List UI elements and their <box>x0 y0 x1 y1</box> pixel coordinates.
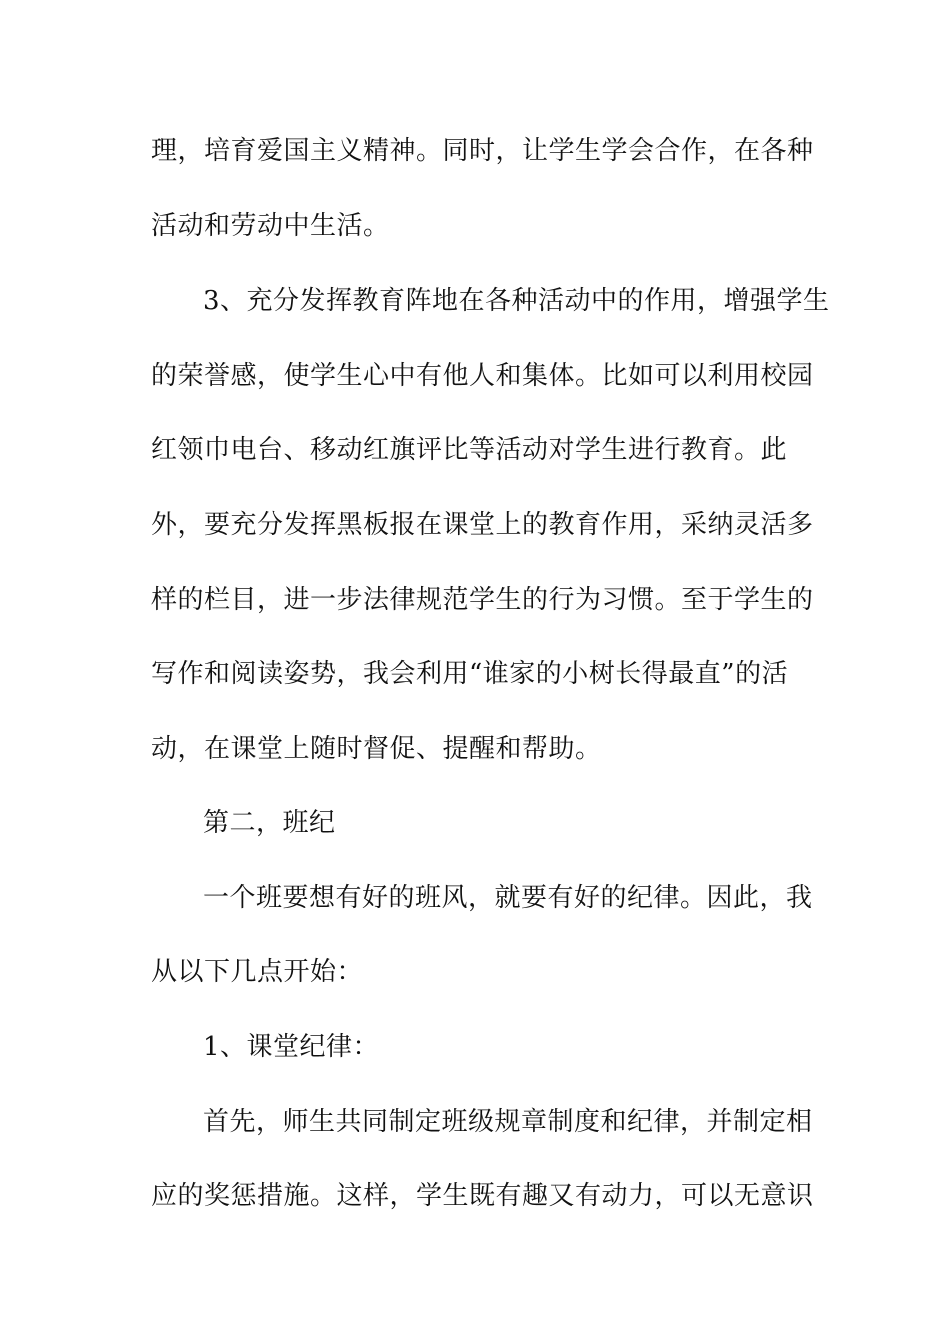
text-line-9: 动，在课堂上随时督促、提醒和帮助。 <box>151 734 602 764</box>
text-line-4: 的荣誉感，使学生心中有他人和集体。比如可以利用校园 <box>151 361 814 391</box>
text-line-6: 外，要充分发挥黑板报在课堂上的教育作用，采纳灵活多 <box>151 510 814 540</box>
text-line-2: 活动和劳动中生活。 <box>151 211 390 241</box>
text-line-11: 一个班要想有好的班风，就要有好的纪律。因此，我 <box>203 883 813 913</box>
text-line-1: 理，培育爱国主义精神。同时，让学生学会合作，在各种 <box>151 136 814 166</box>
section-heading: 第二，班纪 <box>203 808 336 838</box>
text-line-3: 3、充分发挥教育阵地在各种活动中的作用，增强学生 <box>203 286 830 316</box>
text-line-8: 写作和阅读姿势，我会利用“谁家的小树长得最直”的活 <box>151 659 789 689</box>
text-line-7: 样的栏目，进一步法律规范学生的行为习惯。至于学生的 <box>151 585 814 615</box>
subsection-heading: 1、课堂纪律： <box>203 1032 380 1062</box>
text-line-5: 红领巾电台、移动红旗评比等活动对学生进行教育。此 <box>151 435 788 465</box>
text-line-12: 从以下几点开始： <box>151 957 364 987</box>
text-line-14: 首先，师生共同制定班级规章制度和纪律，并制定相 <box>203 1107 813 1137</box>
text-line-15: 应的奖惩措施。这样，学生既有趣又有动力，可以无意识 <box>151 1181 814 1211</box>
